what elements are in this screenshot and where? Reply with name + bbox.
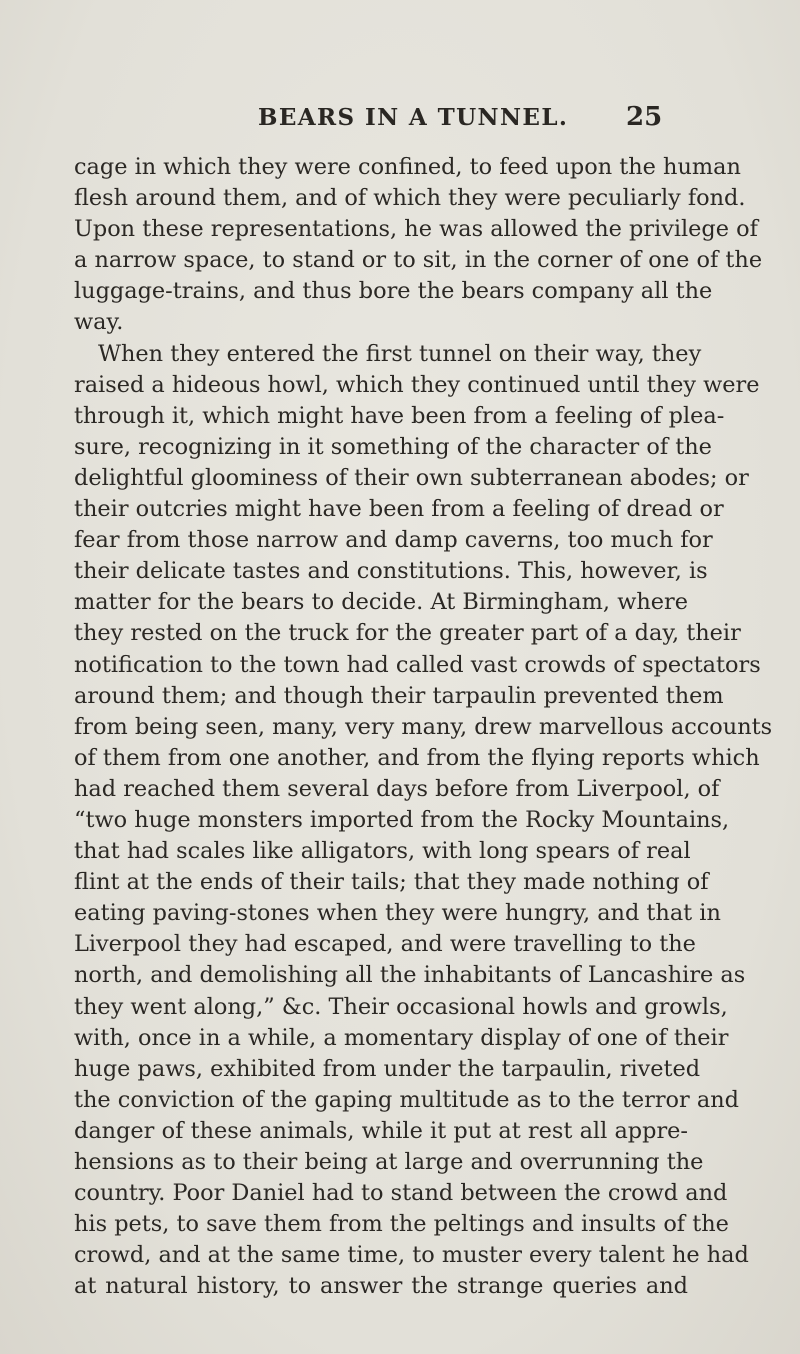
text-line: fear from those narrow and damp caverns, too much for	[74, 527, 713, 554]
body-text	[74, 152, 773, 1302]
text-line: of them from one another, and from the flying reports which	[74, 744, 760, 771]
text-line: with, once in a while, a momentary display of one of their	[74, 1024, 729, 1051]
running-head	[0, 104, 800, 140]
text-line: that had scales like alligators, with long spears of real	[74, 838, 691, 865]
text-line: danger of these animals, while it put at rest all appre-	[74, 1117, 688, 1144]
text-line: hensions as to their being at large and overrunning the	[74, 1149, 704, 1175]
text-line: country. Poor Daniel had to stand between the crowd and	[74, 1180, 728, 1207]
page-number: 25	[626, 102, 663, 132]
text-line: at natural history, to answer the strange queries and	[74, 1273, 688, 1300]
text-line: through it, which might have been from a feeling of plea-	[74, 402, 725, 429]
text-line: notification to the town had called vast crowds of spectators	[74, 651, 761, 678]
text-line: delightful gloominess of their own subterranean abodes; or	[74, 464, 749, 491]
text-line: Liverpool they had escaped, and were travelling to the	[74, 931, 696, 958]
text-line: around them; and though their tarpaulin prevented them	[74, 682, 724, 709]
text-line: they rested on the truck for the greater part of a day, their	[74, 620, 741, 647]
text-line: huge paws, exhibited from under the tarpaulin, riveted	[74, 1055, 701, 1082]
text-line: had reached them several days before from Liverpool, of	[74, 775, 720, 802]
text-line: luggage-trains, and thus bore the bears company all the	[74, 278, 713, 305]
text-line: matter for the bears to decide. At Birmingham, where	[74, 589, 688, 616]
text-line: “two huge monsters imported from the Rocky Mountains,	[74, 806, 730, 833]
text-line: flint at the ends of their tails; that they made nothing of	[74, 869, 709, 896]
text-line: cage in which they were confined, to feed upon the human	[74, 154, 741, 180]
text-line: way.	[74, 309, 124, 336]
text-line: their delicate tastes and constitutions. This, however, is	[74, 558, 708, 585]
text-line: raised a hideous howl, which they continued until they were	[74, 371, 760, 398]
text-line: When they entered the first tunnel on their way, they	[98, 340, 702, 367]
text-line: from being seen, many, very many, drew marvellous accounts	[74, 713, 773, 740]
chapter-title: BEARS IN A TUNNEL.	[258, 104, 569, 131]
text-line: eating paving-stones when they were hungry, and that in	[74, 900, 721, 927]
text-line: flesh around them, and of which they were peculiarly fond.	[74, 185, 746, 212]
text-line: north, and demolishing all the inhabitants of Lancashire as	[74, 962, 746, 989]
text-line: they went along,” &c. Their occasional howls and growls,	[74, 993, 728, 1020]
text-line: sure, recognizing in it something of the character of the	[74, 433, 712, 460]
text-line: crowd, and at the same time, to muster every talent he had	[74, 1242, 749, 1269]
text-line: a narrow space, to stand or to sit, in the corner of one of the	[74, 247, 763, 274]
text-line: his pets, to save them from the peltings and insults of the	[74, 1211, 729, 1238]
text-line: their outcries might have been from a feeling of dread or	[74, 496, 724, 523]
text-line: Upon these representations, he was allowed the privilege of	[74, 216, 758, 243]
text-line: the conviction of the gaping multitude as to the terror and	[74, 1086, 739, 1113]
